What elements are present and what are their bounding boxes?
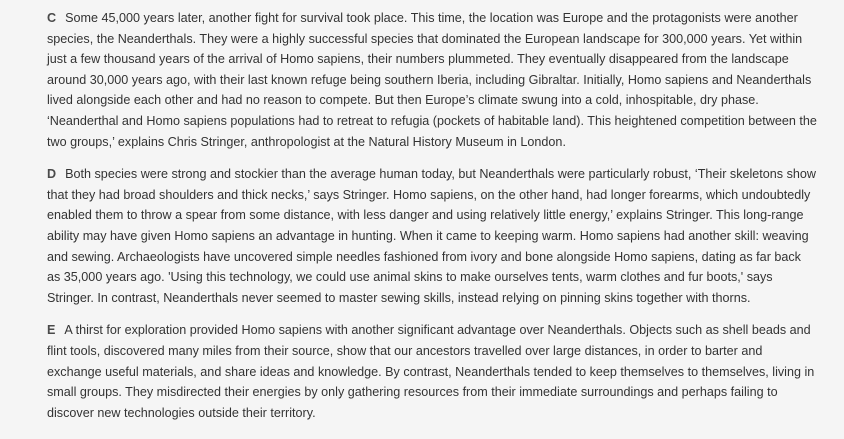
paragraph-letter: D — [47, 167, 57, 182]
paragraph-d — [47, 164, 817, 308]
paragraph-c — [47, 8, 817, 152]
paragraph-text: A thirst for exploration provided Homo sapiens with another significant advantage over Neanderthals. Objects such as shell beads and flint tools, discovered many miles from their source, show that our ancestors travelled over large distances, in order to barter and exchange useful materials, and share ideas and knowledge. By contrast, Neanderthals tended to keep themselves to themselves, living in small groups. They misdirected their energies by only gathering resources from their immediate surroundings and perhaps failing to discover new technologies outside their territory. — [47, 323, 815, 420]
paragraph-text: Both species were strong and stockier than the average human today, but Neanderthals were particularly robust, ‘Their skeletons show that they had broad shoulders and thick necks,’ says Stringer. Homo sapiens, on the other hand, had longer forearms, which undoubtedly enabled them to throw a spear from some distance, with less danger and using relatively little energy,’ explains Stringer. This long-range ability may have given Homo sapiens an advantage in hunting. When it came to keeping warm. Homo sapiens had another skill: weaving and sewing. Archaeologists have uncovered simple needles fashioned from ivory and bone alongside Homo sapiens, dating as far back as 35,000 years ago. 'Using this technology, we could use animal skins to make ourselves tents, warm clothes and fur boots,' says Stringer. In contrast, Neanderthals never seemed to master sewing skills, instead relying on pinning skins together with thorns. — [47, 167, 817, 305]
paragraph-letter: E — [47, 323, 56, 338]
paragraph-e — [47, 320, 817, 423]
paragraph-letter: C — [47, 11, 57, 25]
paragraph-text: Some 45,000 years later, another fight for survival took place. This time, the location was Europe and the protagonists were another species, the Neanderthals. They were a highly successful species that dominated the European landscape for 300,000 years. Yet within just a few thousand years of the arrival of Homo sapiens, their numbers plummeted. They eventually disappeared from the landscape around 30,000 years ago, with their last known refuge being southern Iberia, including Gibraltar. Initially, Homo sapiens and Neanderthals lived alongside each other and had no reason to compete. But then Europe’s climate swung into a cold, inhospitable, dry phase. ‘Neanderthal and Homo sapiens populations had to retreat to refugia (pockets of habitable land). This heightened competition between the two groups,’ explains Chris Stringer, anthropologist at the Natural History Museum in London. — [47, 11, 817, 149]
reading-passage — [47, 8, 817, 435]
